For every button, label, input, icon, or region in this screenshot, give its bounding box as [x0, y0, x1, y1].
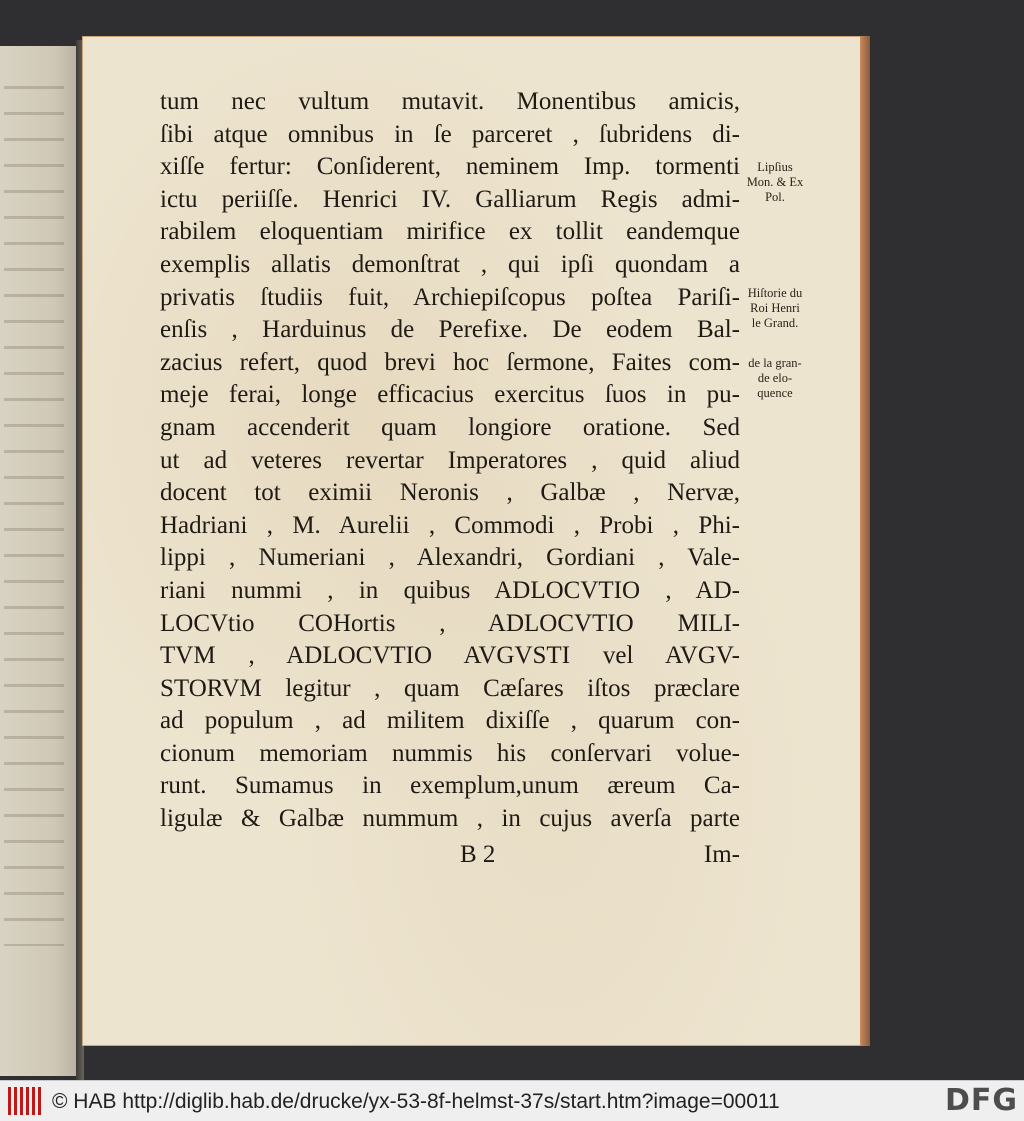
text-line: cionum memoriam nummis his conſervari volue- — [160, 739, 740, 767]
text-line: enſis , Harduinus de Perefixe. De eodem Bal- — [160, 316, 740, 344]
margin-note — [730, 160, 820, 205]
left-page-edge — [0, 46, 78, 1076]
body-text — [160, 86, 740, 836]
text-line: ligulæ & Galbæ nummum , in cujus averſa parte — [160, 805, 740, 833]
margin-note-line: quence — [757, 386, 793, 400]
footer-copyright-url[interactable]: © HAB http://diglib.hab.de/drucke/yx-53-8f-helmst-37s/start.htm?image=00011 — [52, 1090, 780, 1113]
margin-note-line: de elo- — [757, 371, 793, 385]
margin-note — [730, 356, 820, 401]
catchword: Im- — [703, 841, 740, 868]
margin-note-line: de la gran- — [748, 356, 802, 370]
text-line: tum nec vultum mutavit. Monentibus amicis, — [160, 88, 740, 115]
text-line: zacius refert, quod brevi hoc ſermone, Faites com- — [160, 348, 740, 376]
text-line: runt. Sumamus in exemplum,unum æreum Ca- — [160, 772, 740, 800]
book-page — [82, 36, 862, 1046]
text-line: meje ferai, longe efficacius exercitus ſuos in pu- — [160, 381, 740, 409]
text-line: ictu periiſſe. Henrici IV. Galliarum Regis admi- — [160, 185, 740, 213]
margin-note-line: Mon. & Ex — [746, 175, 804, 189]
text-line: ut ad veteres revertar Imperatores , quid aliud — [160, 446, 740, 474]
text-line: privatis ſtudiis fuit, Archiepiſcopus poſtea Pariſi- — [160, 283, 740, 311]
margin-note-line: Hiſtorie du — [747, 286, 803, 300]
margin-note — [730, 286, 820, 331]
barcode-icon — [8, 1087, 42, 1115]
footer-bar — [0, 1080, 1024, 1121]
margin-note-line: Roi Henri — [750, 301, 800, 315]
bleed-through-text — [4, 86, 64, 946]
text-line: lippi , Numeriani , Alexandri, Gordiani , Vale- — [160, 544, 740, 572]
margin-note-line: le Grand. — [751, 316, 799, 330]
text-line: TVM , ADLOCVTIO AVGVSTI vel AVGV- — [160, 642, 740, 670]
margin-note-line: Pol. — [765, 190, 785, 204]
text-line: STORVM legitur , quam Cæſares iſtos præclare — [160, 674, 740, 702]
text-line: docent tot eximii Neronis , Galbæ , Nervæ, — [160, 479, 740, 507]
page-footer-line — [160, 841, 740, 873]
text-line: Hadriani , M. Aurelii , Commodi , Probi , Phi- — [160, 511, 740, 539]
dfg-logo: DFG — [941, 1083, 1018, 1118]
text-line: riani nummi , in quibus ADLOCVTIO , AD- — [160, 576, 740, 604]
text-line: rabilem eloquentiam mirifice ex tollit eandemque — [160, 218, 740, 246]
page-edge — [860, 36, 870, 1046]
text-line: xiſſe fertur: Conſiderent, neminem Imp. tormenti — [160, 153, 740, 181]
text-line: exemplis allatis demonſtrat , qui ipſi quondam a — [160, 250, 740, 278]
text-line: ſibi atque omnibus in ſe parceret , ſubridens di- — [160, 120, 740, 148]
signature-mark: B 2 — [460, 841, 496, 868]
margin-note-line: Lipſius — [757, 160, 793, 174]
text-line: gnam accenderit quam longiore oratione. Sed — [160, 413, 740, 441]
text-line: ad populum , ad militem dixiſſe , quarum con- — [160, 707, 740, 735]
text-line: LOCVtio COHortis , ADLOCVTIO MILI- — [160, 609, 740, 637]
